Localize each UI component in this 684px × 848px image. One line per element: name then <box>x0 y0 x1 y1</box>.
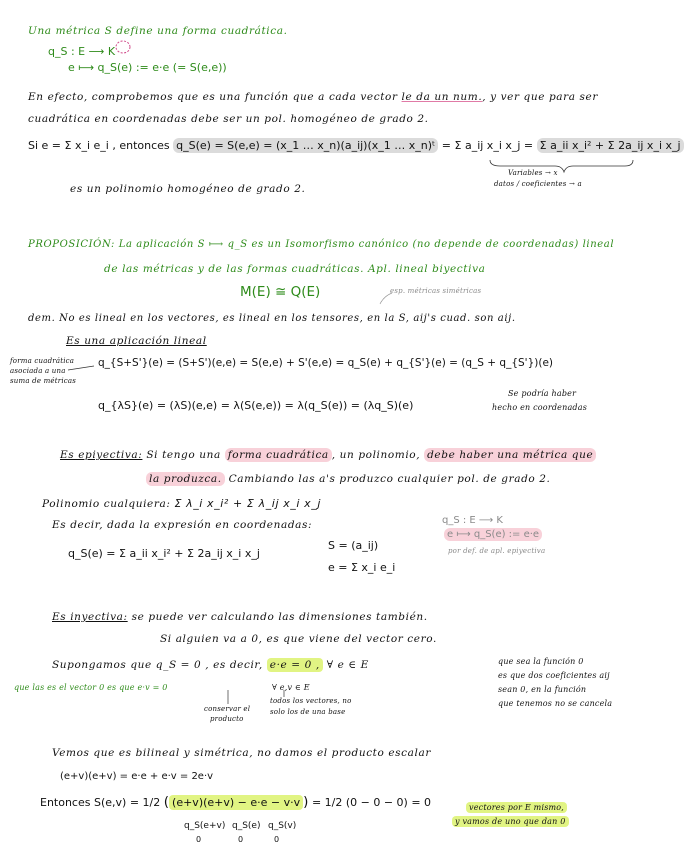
under-label-2: q_S(e) <box>232 821 261 831</box>
reverse-line: Es decir, dada la expresión en coordenadas: <box>52 519 313 531</box>
linear-title: Es una aplicación lineal <box>66 335 207 347</box>
under-label-1: q_S(e+v) <box>184 821 226 831</box>
map-definition-2: e ⟼ q_S(e) := e·e (= S(e,e)) <box>68 61 227 74</box>
arrow-sym <box>380 293 392 304</box>
note-coordinates-1: Se podría haber <box>508 389 577 398</box>
proposition-line-2: de las métricas y de las formas cuadráticas. Apl. lineal biyectiva <box>104 263 486 275</box>
right-note-1: que sea la función 0 <box>498 657 584 666</box>
highlight-polarization: (e+v)(e+v) − e·e − v·v <box>169 795 303 810</box>
quadratic-formula-row: Si e = Σ x_i e_i , entonces q_S(e) = S(e,e) = (x_1 … x_n)(a_ij)(x_1 … x_n)ᵗ = Σ a_ij x_i x_j = Σ a_ii x_i² + Σ 2a_ij x_i x_j <box>28 140 684 151</box>
arrow-note-2: producto <box>210 715 244 723</box>
metric-matrix: S = (a_ij) <box>328 539 379 552</box>
under-zero-3: 0 <box>274 835 280 844</box>
right-note-4: que tenemos no se cancela <box>498 699 613 708</box>
under-zero-1: 0 <box>196 835 202 844</box>
arrow-side-note <box>68 366 94 370</box>
surjective-title: Es epiyectiva: <box>60 449 143 461</box>
circle-k <box>116 41 130 53</box>
brace-sums <box>490 160 633 172</box>
arrow-note-1: conservar el <box>204 705 251 713</box>
isomorphism-formula: M(E) ≅ Q(E) <box>240 284 321 300</box>
highlight-ee-zero: e·e = 0 , <box>267 658 323 672</box>
quadratic-coordinate-expression: q_S(e) = Σ a_ii x_i² + Σ 2a_ij x_i x_j <box>68 547 260 560</box>
under-zero-2: 0 <box>238 835 244 844</box>
vector-decomposition: e = Σ x_i e_i <box>328 561 396 574</box>
proposition-line-1: PROPOSICIÓN: La aplicación S ⟼ q_S es un Isomorfismo canónico (no depende de coordenadas) lineal <box>28 239 615 250</box>
note-data: datos / coeficientes → a <box>494 180 582 188</box>
final-note-2: y vamos de uno que dan 0 <box>452 818 569 826</box>
demonstration-line: dem. No es lineal en los vectores, es lineal en los tensores, en la S, aij's cuad. son aij. <box>28 313 516 324</box>
quadratic-expansion-highlight: Σ a_ii x_i² + Σ 2a_ij x_i x_j <box>537 138 684 153</box>
grey-map-highlight: e ⟼ q_S(e) := e·e <box>444 528 542 541</box>
under-label-3: q_S(v) <box>268 821 297 831</box>
side-note-1: forma cuadrática <box>10 357 75 365</box>
map-definition-1: q_S : E ⟶ K <box>48 45 116 58</box>
side-note-2: asociada a una <box>10 367 66 375</box>
highlight-produce: la produzca. <box>146 472 225 486</box>
effect-line-2: cuadrática en coordenadas debe ser un pol. homogéneo de grado 2. <box>28 113 429 125</box>
any-polynomial-line: Polinomio cualquiera: Σ λ_i x_i² + Σ λ_ij x_i x_j <box>42 497 322 510</box>
quadratic-formula-highlight: q_S(e) = S(e,e) = (x_1 … x_n)(a_ij)(x_1 … x_n)ᵗ <box>173 138 438 153</box>
note-symmetric: esp. métricas simétricas <box>390 287 482 295</box>
effect-line-1: En efecto, comprobemos que es una función que a cada vector le da un num., y ver que para ser <box>28 91 598 103</box>
injective-side-note: que las es el vector 0 es que e·v = 0 <box>14 683 168 692</box>
note-epiyective: por def. de apl. epiyectiva <box>448 547 546 555</box>
injective-title: Es inyectiva: <box>52 611 128 623</box>
side-note-3: suma de métricas <box>10 377 77 385</box>
right-note-3: sean 0, en la función <box>498 685 587 694</box>
right-note-2: es que dos coeficientes aij <box>498 671 610 680</box>
arrow-note-4: solo los de una base <box>270 708 346 716</box>
bilinear-line: Vemos que es bilineal y simétrica, no damos el producto escalar <box>52 747 431 759</box>
highlight-quadratic-form: forma cuadrática <box>225 448 332 462</box>
final-note-1: vectores por E mismo, <box>466 804 567 812</box>
intro-line: Una métrica S define una forma cuadrática. <box>28 25 288 37</box>
injective-line-1: Es inyectiva: se puede ver calculando las dimensiones también. <box>52 611 428 623</box>
forall-note: ∀ e,v ∈ E <box>272 683 310 692</box>
highlight-num: le da un num. <box>401 91 483 103</box>
surjective-line-2: la produzca. Cambiando las a's produzco cualquier pol. de grado 2. <box>146 474 550 485</box>
injective-line-2: Si alguien va a 0, es que viene del vector cero. <box>160 633 437 645</box>
expansion-line: (e+v)(e+v) = e·e + e·v = 2e·v <box>60 771 214 782</box>
homogeneous-polynomial-line: es un polinomio homogéneo de grado 2. <box>70 183 306 195</box>
surjective-line-1: Es epiyectiva: Si tengo una forma cuadrática , un polinomio, debe haber una métrica que <box>60 450 596 461</box>
polarization-line: Entonces S(e,v) = 1/2 ( (e+v)(e+v) − e·e − v·v ) = 1/2 (0 − 0 − 0) = 0 <box>40 794 432 810</box>
grey-map-1: q_S : E ⟶ K <box>442 515 503 526</box>
suppose-line: Supongamos que q_S = 0 , es decir, e·e = 0 , ∀ e ∈ E <box>52 659 369 671</box>
highlight-must-exist: debe haber una métrica que <box>424 448 596 462</box>
linearity-sum-equation: q_{S+S'}(e) = (S+S')(e,e) = S(e,e) + S'(e,e) = q_S(e) + q_{S'}(e) = (q_S + q_{S'})(e) <box>98 357 553 369</box>
arrow-note-3: todos los vectores, no <box>270 697 352 705</box>
linearity-scalar-equation: q_{λS}(e) = (λS)(e,e) = λ(S(e,e)) = λ(q_S(e)) = (λq_S)(e) <box>98 399 414 412</box>
note-coordinates-2: hecho en coordenadas <box>492 403 588 412</box>
note-variables: Variables → x <box>508 169 558 177</box>
